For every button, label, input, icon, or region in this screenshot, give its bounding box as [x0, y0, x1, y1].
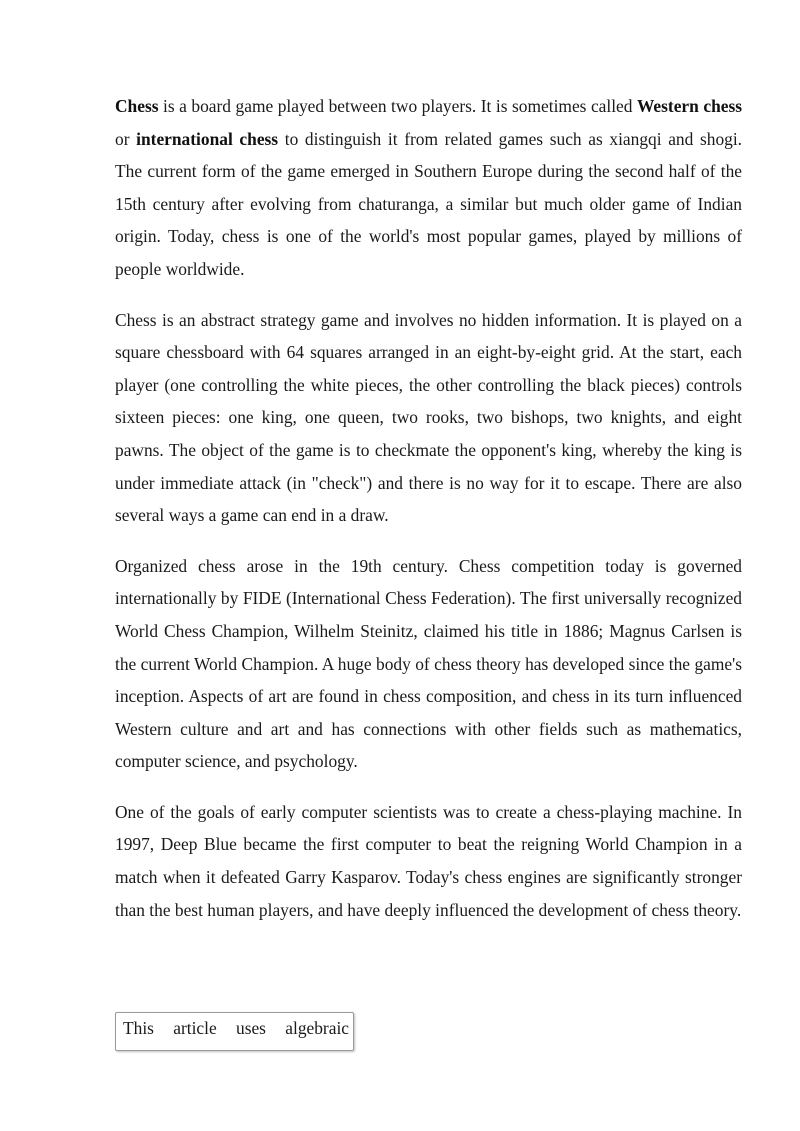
paragraph-text: or: [115, 128, 137, 149]
paragraph-computers: One of the goals of early computer scientists was to create a chess-playing machine. In 1997, Deep Blue became the first computer to beat the reigning World Champion in a match when it defeated Garry Kasparov. Today's chess engines are significantly stronger than the best human players, and have deeply influenced the development of chess theory.: [115, 801, 742, 920]
paragraph-text: is a board game played between two players. It is sometimes called: [158, 96, 637, 116]
bold-term-chess: Chess: [115, 96, 159, 116]
paragraph-rules: Chess is an abstract strategy game and involves no hidden information. It is played on a square chessboard with 64 squares arranged in an eight-by-eight grid. At the start, each player (one controlling the white pieces, the other controlling the black pieces) controls sixteen pieces: one king, one queen, two rooks, two bishops, two knights, and eight pawns. The object of the game is to checkmate the opponent's king, whereby the king is under immediate attack (in "check") and there is no way for it to escape. There are also several ways a game can end in a draw.: [115, 309, 742, 526]
notation-note-text: This article uses algebraic: [123, 1018, 349, 1038]
article-body: [115, 90, 742, 944]
notation-note-box: [115, 1012, 354, 1051]
bold-term-western-chess: Western chess: [637, 96, 742, 116]
bold-term-international-chess: international chess: [136, 128, 279, 149]
paragraph-intro: [115, 90, 742, 286]
paragraph-text: to distinguish it from related games such as xiangqi and shogi. The current form of the game emerged in Southern Europe during the second half of the 15th century after evolving from chaturanga, a similar but much older game of Indian origin. Today, chess is one of the world's most popular games, played by millions of people worldwide.: [115, 128, 743, 279]
paragraph-history: Organized chess arose in the 19th century. Chess competition today is governed internationally by FIDE (International Chess Federation). The first universally recognized World Chess Champion, Wilhelm Steinitz, claimed his title in 1886; Magnus Carlsen is the current World Champion. A huge body of chess theory has developed since the game's inception. Aspects of art are found in chess composition, and chess in its turn influenced Western culture and art and has connections with other fields such as mathematics, computer science, and psychology.: [115, 555, 742, 772]
